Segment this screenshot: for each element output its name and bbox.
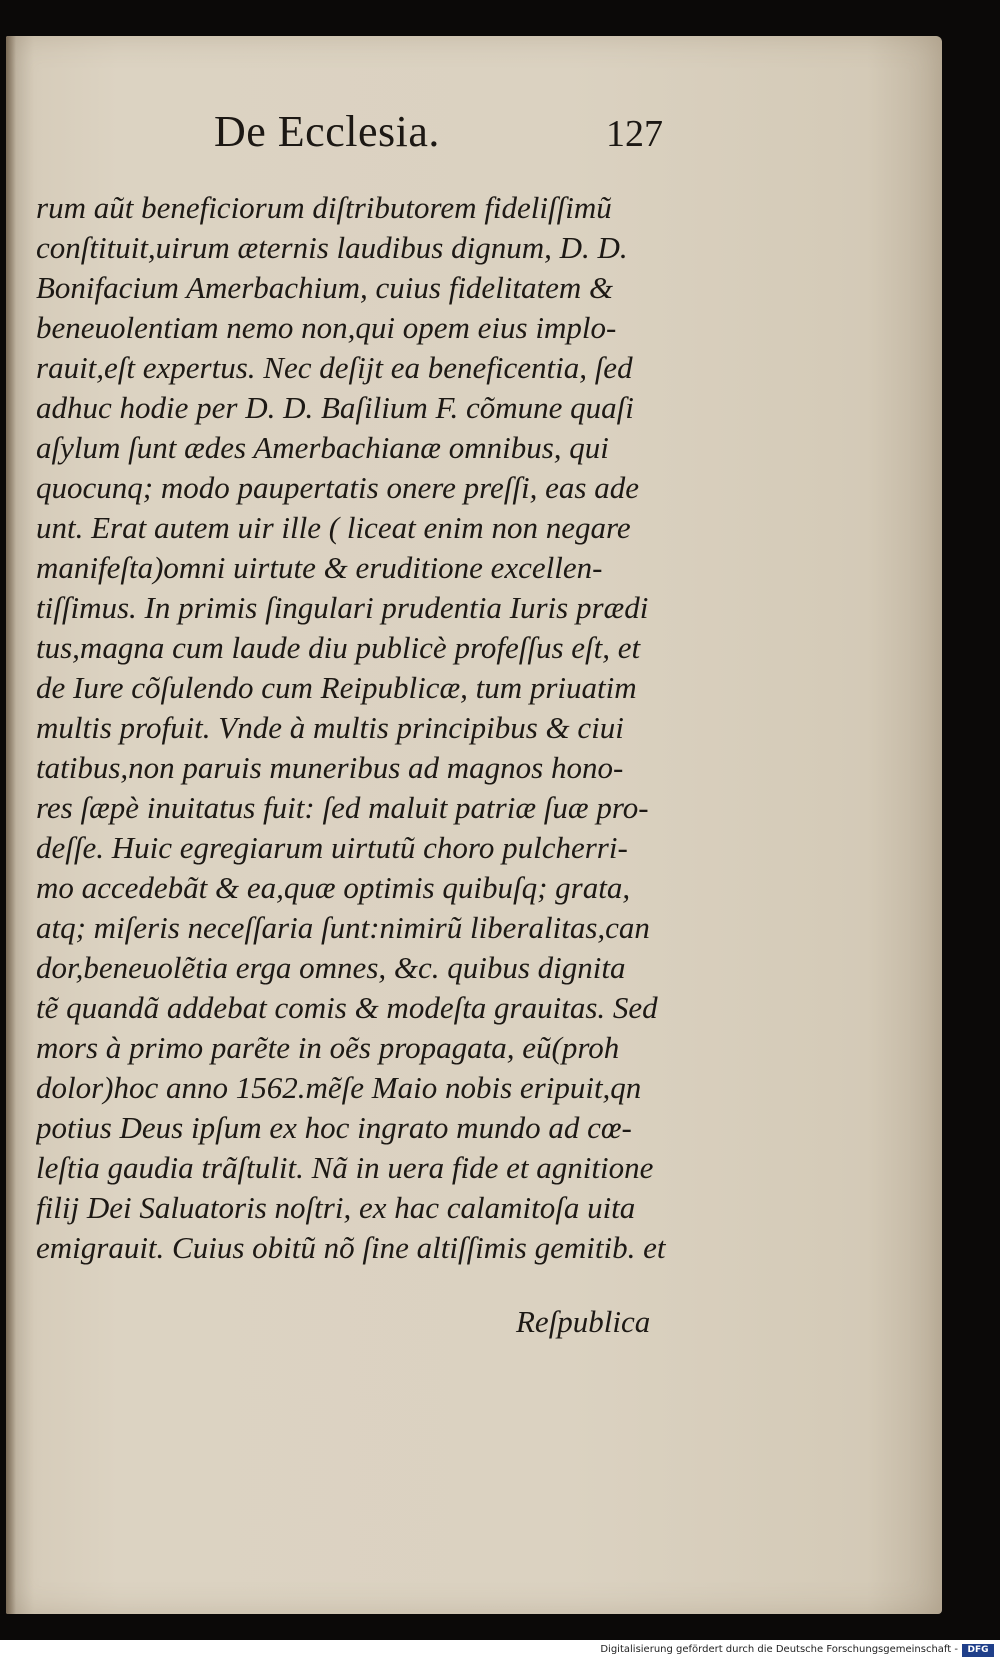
text-line: quocunq; modo paupertatis onere preſſi, eas ade (36, 470, 639, 505)
digitization-footer (0, 1640, 1000, 1662)
text-line: res ſæpè inuitatus fuit: ſed maluit patriæ ſuæ pro- (36, 790, 649, 825)
text-line: leſtia gaudia trãſtulit. Nã in uera fide et agnitione (36, 1150, 654, 1185)
text-line: filij Dei Saluatoris noſtri, ex hac calamitoſa uita (36, 1190, 636, 1225)
text-line: adhuc hodie per D. D. Baſilium F. cõmune quaſi (36, 390, 634, 425)
text-line: dolor)hoc anno 1562.mẽſe Maio nobis eripuit,qn (36, 1070, 642, 1105)
text-line: conſtituit,uirum æternis laudibus dignum, D. D. (36, 230, 628, 265)
text-line: tiſſimus. In primis ſingulari prudentia Iuris prædi (36, 590, 649, 625)
text-line: tatibus,non paruis muneribus ad magnos hono- (36, 750, 624, 785)
text-line: beneuolentiam nemo non,qui opem eius implo- (36, 310, 617, 345)
text-line: tẽ quandã addebat comis & modeſta grauitas. Sed (36, 990, 658, 1025)
text-line: rauit,eſt expertus. Nec deſijt ea beneficentia, ſed (36, 350, 633, 385)
text-line: rum aũt beneficiorum diſtributorem fideliſſimũ (36, 190, 612, 225)
text-line: multis profuit. Vnde à multis principibus & ciui (36, 710, 624, 745)
text-line: Bonifacium Amerbachium, cuius fidelitatem & (36, 270, 614, 305)
text-line: mo accedebãt & ea,quæ optimis quibuſq; grata, (36, 870, 631, 905)
page-number: 127 (606, 113, 663, 155)
running-head-title: De Ecclesia. (214, 107, 440, 156)
running-head (6, 106, 942, 166)
text-line: de Iure cõſulendo cum Reipublicæ, tum priuatim (36, 670, 637, 705)
text-line: unt. Erat autem uir ille ( liceat enim non negare (36, 510, 631, 545)
book-page (6, 36, 942, 1614)
text-line: emigrauit. Cuius obitũ nõ ſine altiſſimis gemitib. et (36, 1230, 666, 1265)
text-line: tus,magna cum laude diu publicè profeſſus eſt, et (36, 630, 641, 665)
text-line: mors à primo parẽte in oẽs propagata, eũ(proh (36, 1030, 620, 1065)
text-line: manifeſta)omni uirtute & eruditione excellen- (36, 550, 603, 585)
text-line: dor,beneuolẽtia erga omnes, &c. quibus dignita (36, 950, 626, 985)
body-text (36, 188, 676, 1268)
text-line: atq; miſeris neceſſaria ſunt:nimirũ liberalitas,can (36, 910, 650, 945)
page-gutter-shadow (6, 36, 16, 1614)
text-line: potius Deus ipſum ex hoc ingrato mundo ad cœ- (36, 1110, 632, 1145)
catchword: Reſpublica (516, 1304, 651, 1339)
text-line: aſylum ſunt ædes Amerbachianæ omnibus, qui (36, 430, 609, 465)
dfg-logo-icon: DFG (962, 1644, 994, 1657)
text-line: deſſe. Huic egregiarum uirtutũ choro pulcherri- (36, 830, 628, 865)
funding-credit: Digitalisierung gefördert durch die Deutsche Forschungsgemeinschaft - (600, 1644, 958, 1655)
